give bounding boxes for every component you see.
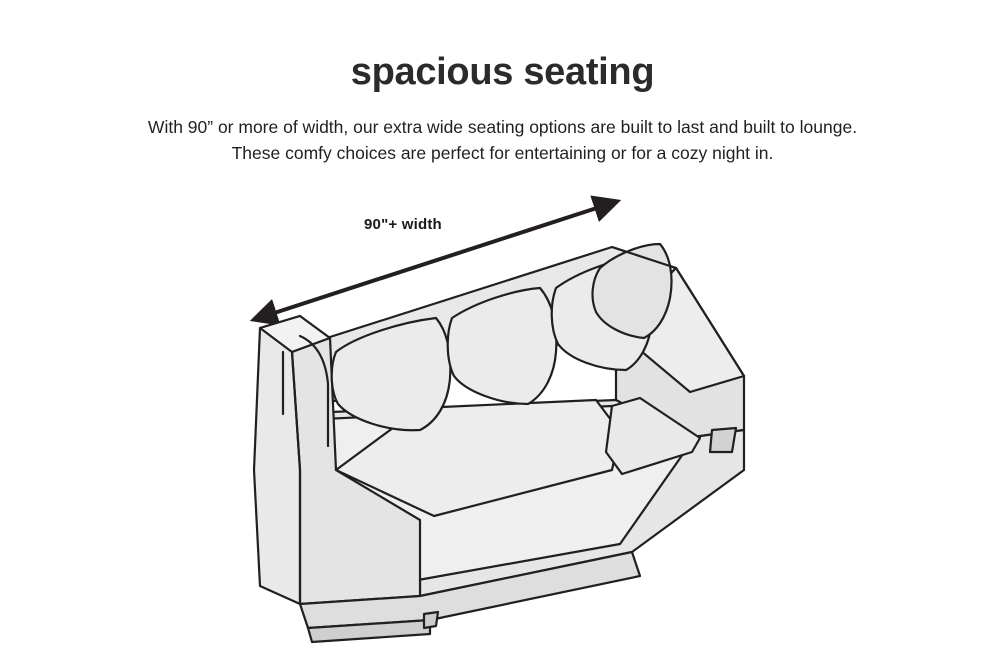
description-line-2: These comfy choices are perfect for entertaining or for a cozy night in.: [231, 142, 774, 163]
dimension-label: 90"+ width: [364, 216, 442, 233]
description-line-1: With 90” or more of width, our extra wide seating options are built to last and built to lounge.: [147, 117, 858, 137]
page-title: spacious seating: [350, 51, 655, 93]
sofa-body: [254, 244, 744, 642]
